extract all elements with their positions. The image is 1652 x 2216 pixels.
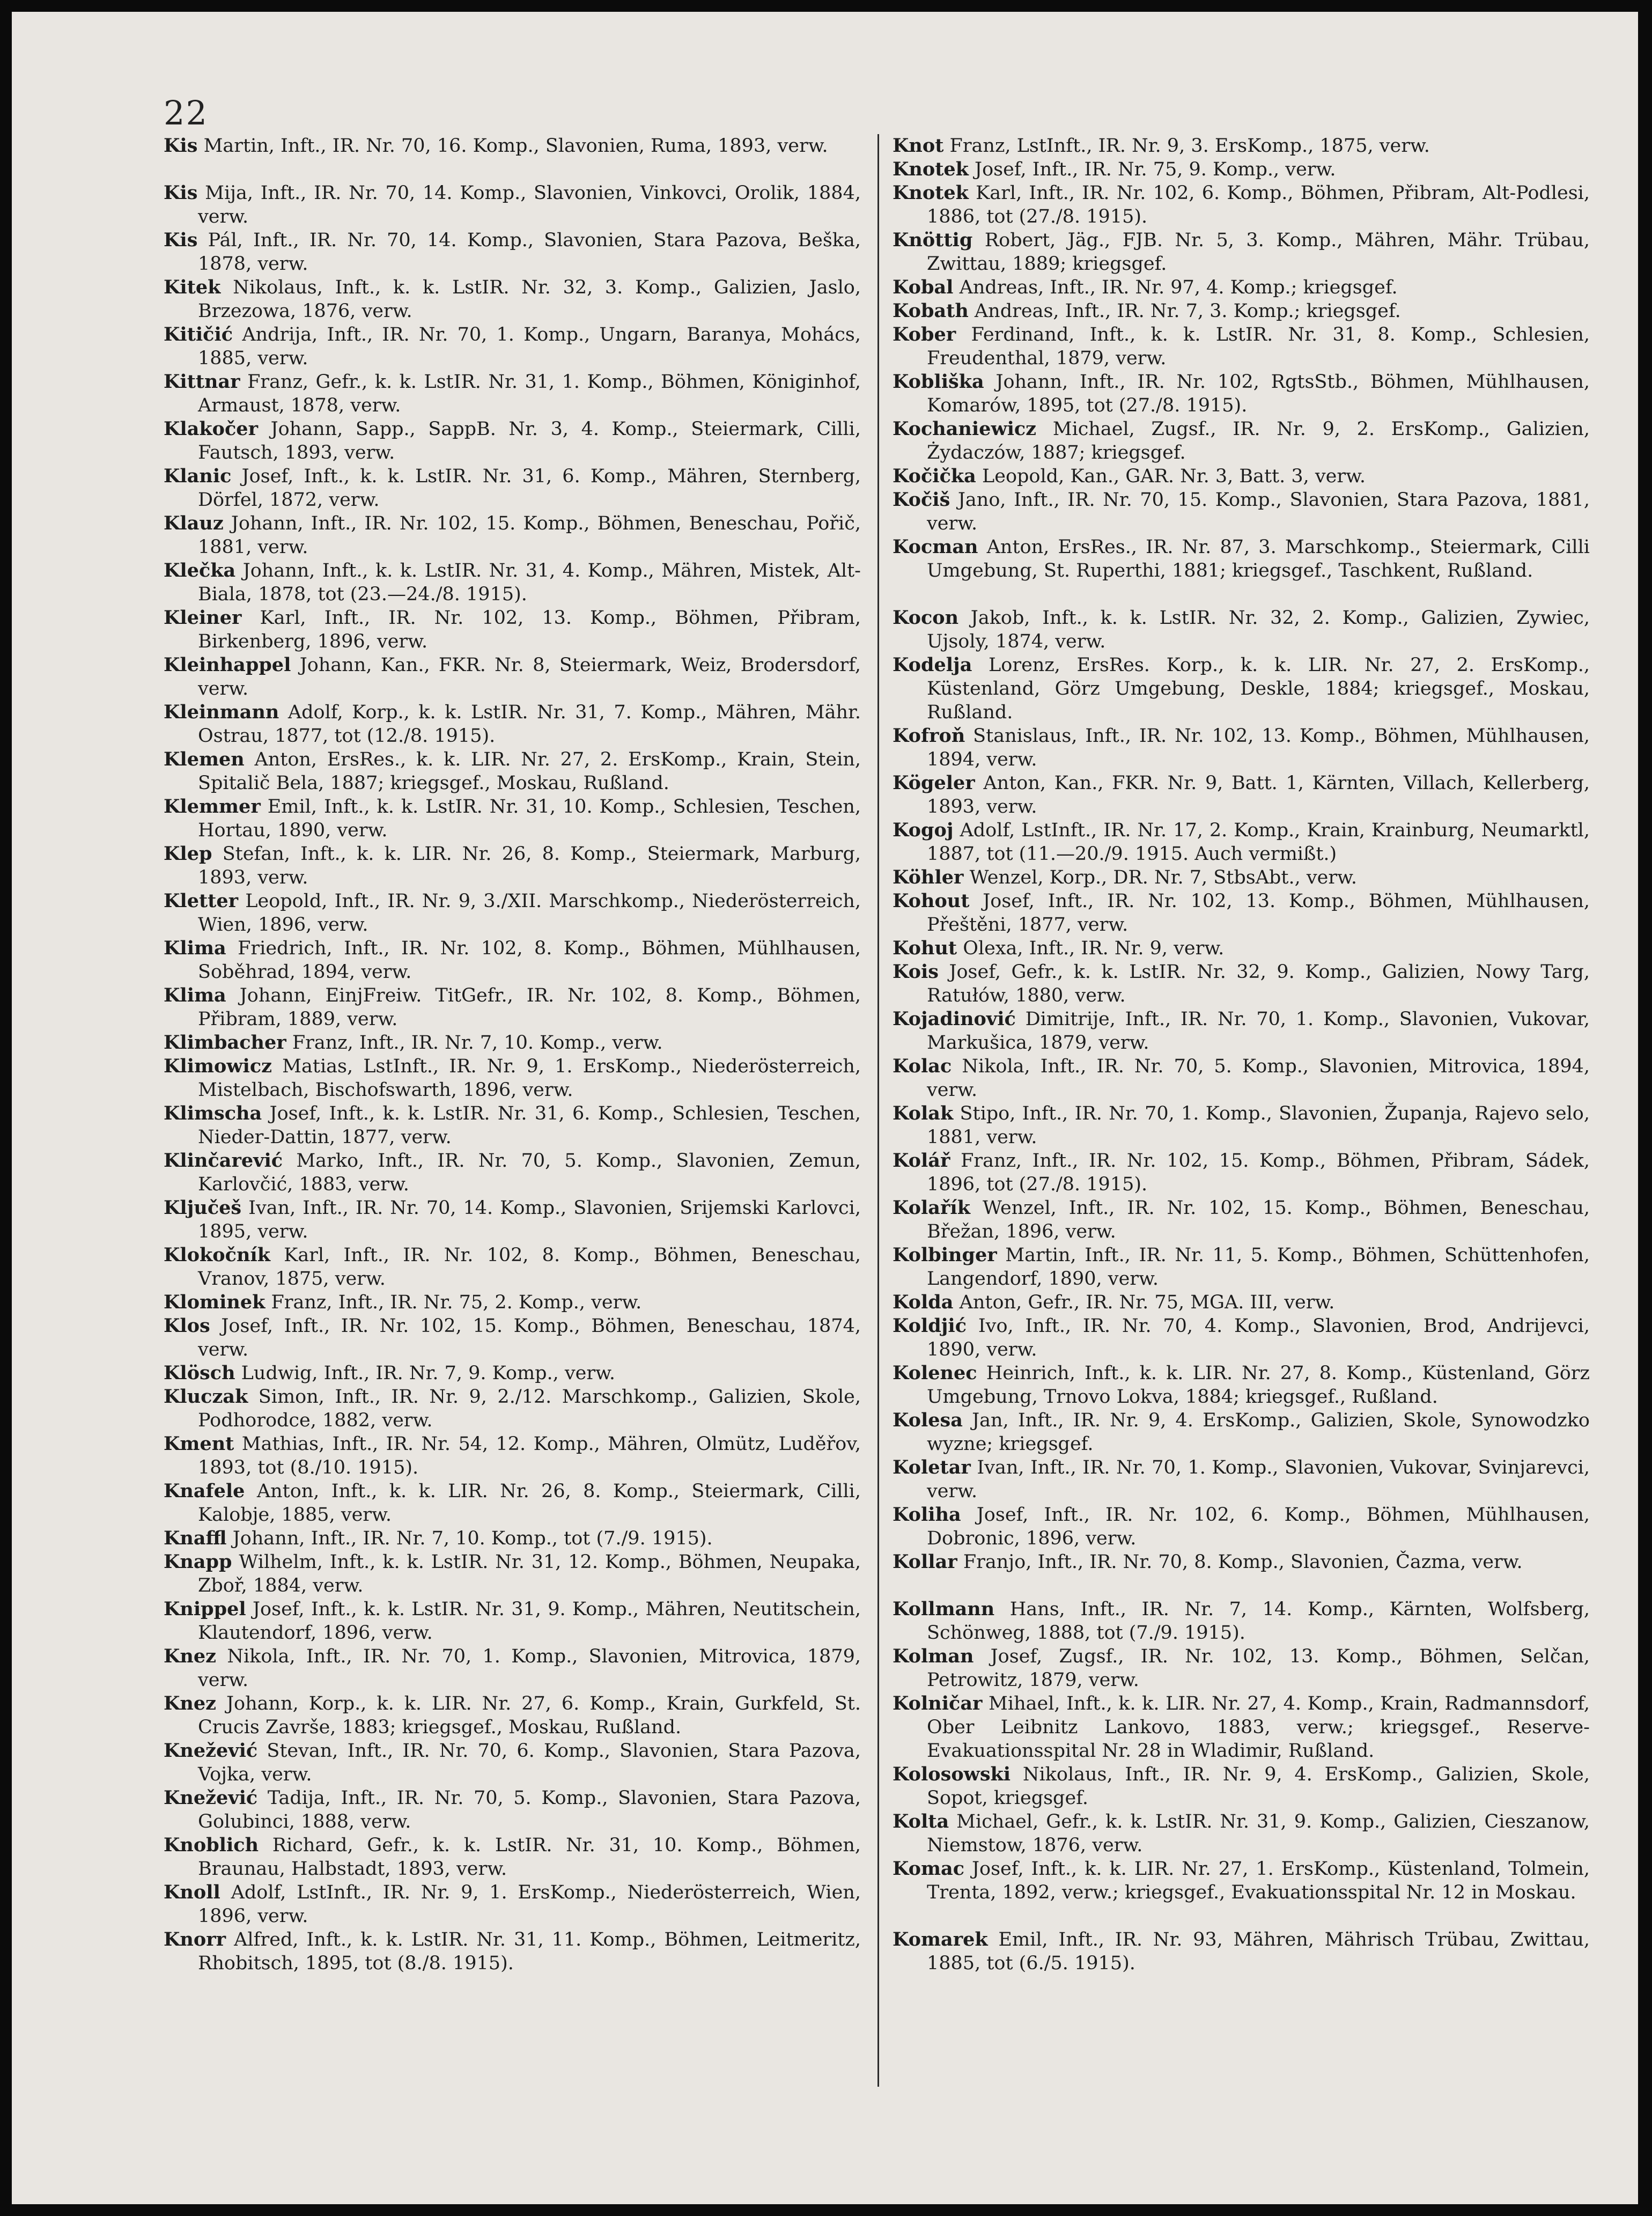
entry-surname: Kitičić bbox=[164, 323, 233, 345]
entry-details: Hans, Inft., IR. Nr. 7, 14. Komp., Kärnten, Wolfsberg, Schönweg, 1888, tot (7./9. 1915). bbox=[927, 1599, 1590, 1644]
list-item bbox=[893, 1597, 1590, 1645]
entry-details: Karl, Inft., IR. Nr. 102, 13. Komp., Böhmen, Přibram, Birkenberg, 1896, verw. bbox=[198, 607, 861, 652]
list-item bbox=[164, 417, 861, 465]
entry-surname: Klos bbox=[164, 1315, 210, 1337]
left-column bbox=[164, 134, 861, 1975]
entry-details: Simon, Inft., IR. Nr. 9, 2./12. Marschkomp., Galizien, Skole, Podhorodce, 1882, verw. bbox=[198, 1386, 861, 1431]
entry-details: Franz, Inft., IR. Nr. 102, 15. Komp., Böhmen, Přibram, Sádek, 1896, tot (27./8. 1915). bbox=[927, 1150, 1590, 1195]
list-item bbox=[893, 1550, 1590, 1597]
entry-details: Johann, Inft., IR. Nr. 102, 15. Komp., Böhmen, Beneschau, Pořič, 1881, verw. bbox=[198, 513, 861, 558]
entry-details: Anton, Gefr., IR. Nr. 75, MGA. III, verw. bbox=[959, 1292, 1335, 1313]
list-item bbox=[893, 488, 1590, 535]
list-item bbox=[164, 795, 861, 842]
entry-details: Lorenz, ErsRes. Korp., k. k. LIR. Nr. 27, 2. ErsKomp., Küstenland, Görz Umgebung, Deskle, 1884; kriegsgef., Moskau, Rußland. bbox=[927, 654, 1590, 723]
entry-details: Anton, ErsRes., IR. Nr. 87, 3. Marschkomp., Steiermark, Cilli Umgebung, St. Ruperthi, 1881; kriegsgef., Taschkent, Rußland. bbox=[927, 536, 1590, 581]
entry-details: Josef, Inft., IR. Nr. 102, 13. Komp., Böhmen, Mühlhausen, Přeštěni, 1877, verw. bbox=[927, 890, 1590, 936]
entry-surname: Kletter bbox=[164, 890, 239, 912]
entry-details: Pál, Inft., IR. Nr. 70, 14. Komp., Slavonien, Stara Pazova, Beška, 1878, verw. bbox=[198, 230, 861, 275]
entry-surname: Kitek bbox=[164, 276, 221, 298]
entry-surname: Koliha bbox=[893, 1504, 961, 1526]
entry-details: Nikolaus, Inft., IR. Nr. 9, 4. ErsKomp., Galizien, Skole, Sopot, kriegsgef. bbox=[927, 1764, 1590, 1809]
list-item bbox=[893, 1149, 1590, 1196]
entry-surname: Klima bbox=[164, 984, 226, 1006]
list-item bbox=[893, 370, 1590, 417]
entry-details: Karl, Inft., IR. Nr. 102, 6. Komp., Böhmen, Přibram, Alt-Podlesi, 1886, tot (27./8. 1915). bbox=[927, 182, 1590, 227]
list-item bbox=[893, 1055, 1590, 1102]
page-number: 22 bbox=[164, 93, 208, 132]
entry-surname: Ključeš bbox=[164, 1197, 242, 1219]
list-item bbox=[893, 1692, 1590, 1763]
entry-details: Jan, Inft., IR. Nr. 9, 4. ErsKomp., Galizien, Skole, Synowodzko wyzne; kriegsgef. bbox=[927, 1410, 1590, 1455]
list-item bbox=[893, 1196, 1590, 1243]
entry-surname: Klemmer bbox=[164, 796, 261, 818]
list-item bbox=[164, 1291, 861, 1314]
list-item bbox=[164, 1527, 861, 1550]
entry-surname: Kocon bbox=[893, 607, 959, 629]
entry-details: Josef, Zugsf., IR. Nr. 102, 13. Komp., Böhmen, Selčan, Petrowitz, 1879, verw. bbox=[927, 1646, 1590, 1691]
list-item bbox=[164, 181, 861, 229]
entry-surname: Klep bbox=[164, 843, 212, 865]
entry-surname: Kojadinović bbox=[893, 1008, 1016, 1030]
entry-surname: Klimscha bbox=[164, 1102, 262, 1124]
list-item bbox=[164, 229, 861, 276]
entry-surname: Knöttig bbox=[893, 229, 973, 251]
entry-details: Leopold, Inft., IR. Nr. 9, 3./XII. Marschkomp., Niederösterreich, Wien, 1896, verw. bbox=[198, 890, 861, 936]
entry-surname: Knapp bbox=[164, 1551, 232, 1573]
entry-surname: Klakočer bbox=[164, 418, 259, 440]
entry-surname: Knežević bbox=[164, 1740, 258, 1762]
entry-surname: Knotek bbox=[893, 182, 969, 204]
list-item bbox=[893, 1007, 1590, 1055]
list-item bbox=[164, 889, 861, 937]
entry-surname: Klominek bbox=[164, 1291, 266, 1313]
entry-surname: Kolář bbox=[893, 1150, 950, 1172]
entry-surname: Klauz bbox=[164, 512, 224, 534]
entry-surname: Kluczak bbox=[164, 1386, 248, 1408]
entry-surname: Kleinmann bbox=[164, 701, 279, 723]
list-item bbox=[893, 1645, 1590, 1692]
entry-details: Mija, Inft., IR. Nr. 70, 14. Komp., Slavonien, Vinkovci, Orolik, 1884, verw. bbox=[198, 182, 861, 227]
entry-details: Ivan, Inft., IR. Nr. 70, 14. Komp., Slavonien, Srijemski Karlovci, 1895, verw. bbox=[198, 1197, 861, 1242]
entry-surname: Kögeler bbox=[893, 772, 975, 794]
entry-details: Richard, Gefr., k. k. LstIR. Nr. 31, 10. Komp., Böhmen, Braunau, Halbstadt, 1893, verw. bbox=[198, 1835, 861, 1880]
list-item bbox=[893, 1361, 1590, 1409]
entry-details: Franjo, Inft., IR. Nr. 70, 8. Komp., Slavonien, Čazma, verw. bbox=[963, 1551, 1523, 1573]
entry-surname: Kolak bbox=[893, 1102, 954, 1124]
entry-details: Anton, Kan., FKR. Nr. 9, Batt. 1, Kärnten, Villach, Kellerberg, 1893, verw. bbox=[927, 772, 1590, 818]
entry-details: Johann, Inft., IR. Nr. 7, 10. Komp., tot (7./9. 1915). bbox=[232, 1528, 713, 1549]
entry-details: Josef, Inft., IR. Nr. 102, 6. Komp., Böhmen, Mühlhausen, Dobronic, 1896, verw. bbox=[927, 1504, 1590, 1549]
entry-surname: Knaffl bbox=[164, 1527, 227, 1549]
entry-surname: Kis bbox=[164, 229, 198, 251]
list-item bbox=[164, 559, 861, 606]
entry-details: Matias, LstInft., IR. Nr. 9, 1. ErsKomp., Niederösterreich, Mistelbach, Bischofswarth, 1896, verw. bbox=[198, 1056, 861, 1101]
list-item bbox=[164, 653, 861, 701]
entry-details: Michael, Zugsf., IR. Nr. 9, 2. ErsKomp., Galizien, Żydaczów, 1887; kriegsgef. bbox=[927, 418, 1590, 463]
list-item bbox=[164, 1149, 861, 1196]
entry-surname: Kolbinger bbox=[893, 1244, 997, 1266]
list-item bbox=[164, 984, 861, 1031]
entry-details: Johann, EinjFreiw. TitGefr., IR. Nr. 102, 8. Komp., Böhmen, Přibram, 1889, verw. bbox=[198, 985, 861, 1030]
list-item bbox=[164, 1881, 861, 1928]
entry-details: Jakob, Inft., k. k. LstIR. Nr. 32, 2. Komp., Galizien, Zywiec, Ujsoly, 1874, verw. bbox=[927, 607, 1590, 652]
entry-details: Friedrich, Inft., IR. Nr. 102, 8. Komp., Böhmen, Mühlhausen, Soběhrad, 1894, verw. bbox=[198, 938, 861, 983]
list-item bbox=[893, 653, 1590, 724]
entry-surname: Kolničar bbox=[893, 1692, 983, 1714]
entry-details: Nikola, Inft., IR. Nr. 70, 5. Komp., Slavonien, Mitrovica, 1894, verw. bbox=[927, 1056, 1590, 1101]
entry-surname: Köhler bbox=[893, 866, 964, 888]
entry-details: Adolf, LstInft., IR. Nr. 9, 1. ErsKomp., Niederösterreich, Wien, 1896, verw. bbox=[198, 1882, 861, 1927]
entry-details: Franz, Inft., IR. Nr. 75, 2. Komp., verw. bbox=[271, 1292, 642, 1313]
list-item bbox=[164, 512, 861, 559]
entry-details: Martin, Inft., IR. Nr. 11, 5. Komp., Böhmen, Schüttenhofen, Langendorf, 1890, verw. bbox=[927, 1245, 1590, 1290]
list-item bbox=[893, 1314, 1590, 1361]
entry-details: Robert, Jäg., FJB. Nr. 5, 3. Komp., Mähren, Mähr. Trübau, Zwittau, 1889; kriegsgef. bbox=[927, 230, 1590, 275]
list-item bbox=[164, 1739, 861, 1786]
list-item bbox=[893, 1857, 1590, 1928]
entry-surname: Knez bbox=[164, 1692, 217, 1714]
entry-details: Nikola, Inft., IR. Nr. 70, 1. Komp., Slavonien, Mitrovica, 1879, verw. bbox=[198, 1646, 861, 1691]
list-item bbox=[893, 606, 1590, 653]
list-item bbox=[164, 134, 861, 181]
entry-surname: Komac bbox=[893, 1858, 965, 1880]
entry-surname: Klinčarević bbox=[164, 1150, 283, 1172]
entry-surname: Klokočník bbox=[164, 1244, 270, 1266]
entry-details: Ferdinand, Inft., k. k. LstIR. Nr. 31, 8. Komp., Schlesien, Freudenthal, 1879, verw. bbox=[927, 324, 1590, 369]
entry-surname: Kohut bbox=[893, 937, 957, 959]
list-item bbox=[164, 937, 861, 984]
list-item bbox=[164, 1385, 861, 1432]
list-item bbox=[893, 1409, 1590, 1456]
entry-surname: Kocman bbox=[893, 536, 978, 558]
entry-surname: Kočiš bbox=[893, 489, 950, 511]
list-item bbox=[893, 1243, 1590, 1291]
entry-surname: Kis bbox=[164, 182, 198, 204]
entry-details: Andrija, Inft., IR. Nr. 70, 1. Komp., Ungarn, Baranya, Mohács, 1885, verw. bbox=[198, 324, 861, 369]
entry-details: Heinrich, Inft., k. k. LIR. Nr. 27, 8. Komp., Küstenland, Görz Umgebung, Trnovo Lokva, 1884; kriegsgef., Rußland. bbox=[927, 1363, 1590, 1408]
entry-surname: Kolařík bbox=[893, 1197, 970, 1219]
list-item bbox=[893, 960, 1590, 1007]
list-item bbox=[893, 724, 1590, 771]
entry-details: Josef, Inft., k. k. LstIR. Nr. 31, 9. Komp., Mähren, Neutitschein, Klautendorf, 1896, verw. bbox=[198, 1599, 861, 1644]
list-item bbox=[164, 606, 861, 653]
entry-details: Emil, Inft., k. k. LstIR. Nr. 31, 10. Komp., Schlesien, Teschen, Hortau, 1890, verw. bbox=[198, 796, 861, 841]
entry-surname: Kolman bbox=[893, 1645, 974, 1667]
entry-details: Franz, Gefr., k. k. LstIR. Nr. 31, 1. Komp., Böhmen, Königinhof, Armaust, 1878, verw. bbox=[198, 371, 861, 416]
entry-details: Ivo, Inft., IR. Nr. 70, 4. Komp., Slavonien, Brod, Andrijevci, 1890, verw. bbox=[927, 1315, 1590, 1360]
entry-surname: Knez bbox=[164, 1645, 217, 1667]
list-item bbox=[893, 299, 1590, 323]
entry-details: Franz, LstInft., IR. Nr. 9, 3. ErsKomp., 1875, verw. bbox=[949, 135, 1430, 157]
entry-details: Nikolaus, Inft., k. k. LstIR. Nr. 32, 3. Komp., Galizien, Jaslo, Brzezowa, 1876, verw. bbox=[198, 277, 861, 322]
list-item bbox=[164, 1692, 861, 1739]
entry-details: Olexa, Inft., IR. Nr. 9, verw. bbox=[963, 938, 1225, 959]
entry-surname: Klečka bbox=[164, 559, 236, 581]
entry-surname: Kolac bbox=[893, 1055, 952, 1077]
entry-details: Ivan, Inft., IR. Nr. 70, 1. Komp., Slavonien, Vukovar, Svinjarevci, verw. bbox=[927, 1457, 1590, 1502]
entry-surname: Knežević bbox=[164, 1787, 258, 1809]
entry-details: Wilhelm, Inft., k. k. LstIR. Nr. 31, 12. Komp., Böhmen, Neupaka, Zboř, 1884, verw. bbox=[198, 1551, 861, 1596]
entry-details: Johann, Sapp., SappB. Nr. 3, 4. Komp., Steiermark, Cilli, Fautsch, 1893, verw. bbox=[198, 418, 861, 463]
list-item bbox=[893, 323, 1590, 370]
entry-details: Emil, Inft., IR. Nr. 93, Mähren, Mährisch Trübau, Zwittau, 1885, tot (6./5. 1915). bbox=[927, 1929, 1590, 1974]
entry-details: Mathias, Inft., IR. Nr. 54, 12. Komp., Mähren, Olmütz, Luděřov, 1893, tot (8./10. 1915). bbox=[198, 1433, 861, 1478]
entry-surname: Kober bbox=[893, 323, 956, 345]
list-item bbox=[164, 1102, 861, 1149]
list-item bbox=[164, 1928, 861, 1975]
list-item bbox=[164, 842, 861, 889]
list-item bbox=[164, 1550, 861, 1597]
list-item bbox=[893, 1456, 1590, 1503]
entry-details: Adolf, Korp., k. k. LstIR. Nr. 31, 7. Komp., Mähren, Mähr. Ostrau, 1877, tot (12./8. 1915). bbox=[198, 702, 861, 747]
entry-surname: Klanic bbox=[164, 465, 232, 487]
entry-surname: Knotek bbox=[893, 158, 969, 180]
entry-surname: Kolenec bbox=[893, 1362, 977, 1384]
document-page bbox=[12, 12, 1638, 2204]
list-item bbox=[893, 771, 1590, 819]
entry-details: Johann, Korp., k. k. LIR. Nr. 27, 6. Komp., Krain, Gurkfeld, St. Crucis Završe, 1883; kriegsgef., Moskau, Rußland. bbox=[198, 1693, 861, 1738]
entry-surname: Kolda bbox=[893, 1291, 954, 1313]
list-item bbox=[164, 370, 861, 417]
list-item bbox=[164, 1031, 861, 1055]
list-item bbox=[164, 323, 861, 370]
entry-details: Andreas, Inft., IR. Nr. 97, 4. Komp.; kriegsgef. bbox=[959, 277, 1398, 298]
list-item bbox=[164, 1786, 861, 1834]
entry-details: Michael, Gefr., k. k. LstIR. Nr. 31, 9. Komp., Galizien, Cieszanow, Niemstow, 1876, verw. bbox=[927, 1811, 1590, 1856]
entry-surname: Kolta bbox=[893, 1810, 949, 1832]
entry-surname: Kollar bbox=[893, 1551, 957, 1573]
entry-surname: Kochaniewicz bbox=[893, 418, 1037, 440]
entry-surname: Klimbacher bbox=[164, 1032, 286, 1054]
entry-details: Johann, Inft., k. k. LstIR. Nr. 31, 4. Komp., Mähren, Mistek, Alt-Biala, 1878, tot (23.—24./8. 1915). bbox=[198, 560, 861, 605]
entry-details: Marko, Inft., IR. Nr. 70, 5. Komp., Slavonien, Zemun, Karlovčić, 1883, verw. bbox=[198, 1150, 861, 1195]
entry-surname: Klimowicz bbox=[164, 1055, 272, 1077]
entry-surname: Koletar bbox=[893, 1456, 971, 1478]
entry-details: Josef, Gefr., k. k. LstIR. Nr. 32, 9. Komp., Galizien, Nowy Targ, Ratułów, 1880, verw. bbox=[927, 961, 1590, 1006]
entry-details: Stevan, Inft., IR. Nr. 70, 6. Komp., Slavonien, Stara Pazova, Vojka, verw. bbox=[198, 1740, 861, 1785]
list-item bbox=[893, 134, 1590, 158]
entry-details: Adolf, LstInft., IR. Nr. 17, 2. Komp., Krain, Krainburg, Neumarktl, 1887, tot (11.—20./9. 1915. Auch vermißt.) bbox=[927, 820, 1590, 865]
entry-surname: Kment bbox=[164, 1433, 234, 1455]
entry-surname: Kohout bbox=[893, 890, 970, 912]
list-item bbox=[893, 866, 1590, 889]
list-item bbox=[893, 819, 1590, 866]
entry-surname: Klima bbox=[164, 937, 226, 959]
entry-surname: Kolesa bbox=[893, 1409, 963, 1431]
list-item bbox=[164, 1361, 861, 1385]
entry-details: Josef, Inft., IR. Nr. 102, 15. Komp., Böhmen, Beneschau, 1874, verw. bbox=[198, 1315, 861, 1360]
list-item bbox=[164, 276, 861, 323]
list-item bbox=[164, 1196, 861, 1243]
entry-surname: Kobath bbox=[893, 300, 969, 322]
list-item bbox=[893, 158, 1590, 181]
entry-details: Leopold, Kan., GAR. Nr. 3, Batt. 3, verw. bbox=[982, 466, 1366, 487]
entry-details: Stanislaus, Inft., IR. Nr. 102, 13. Komp., Böhmen, Mühlhausen, 1894, verw. bbox=[927, 725, 1590, 770]
list-item bbox=[164, 1243, 861, 1291]
entry-details: Josef, Inft., k. k. LstIR. Nr. 31, 6. Komp., Schlesien, Teschen, Nieder-Dattin, 1877, verw. bbox=[198, 1103, 861, 1148]
column-divider bbox=[877, 134, 879, 2087]
entry-surname: Kois bbox=[893, 961, 939, 983]
entry-details: Johann, Kan., FKR. Nr. 8, Steiermark, Weiz, Brodersdorf, verw. bbox=[198, 654, 861, 700]
entry-details: Anton, ErsRes., k. k. LIR. Nr. 27, 2. ErsKomp., Krain, Stein, Spitalič Bela, 1887; kriegsgef., Moskau, Rußland. bbox=[198, 749, 861, 794]
entry-details: Josef, Inft., IR. Nr. 75, 9. Komp., verw. bbox=[975, 159, 1336, 180]
list-item bbox=[893, 276, 1590, 299]
list-item bbox=[893, 1928, 1590, 1975]
list-item bbox=[164, 1314, 861, 1361]
list-item bbox=[893, 1291, 1590, 1314]
list-item bbox=[893, 535, 1590, 606]
list-item bbox=[164, 748, 861, 795]
entry-details: Martin, Inft., IR. Nr. 70, 16. Komp., Slavonien, Ruma, 1893, verw. bbox=[203, 135, 828, 157]
entry-surname: Kočička bbox=[893, 465, 976, 487]
list-item bbox=[893, 1503, 1590, 1550]
entry-surname: Knot bbox=[893, 135, 944, 157]
entry-details: Wenzel, Korp., DR. Nr. 7, StbsAbt., verw. bbox=[969, 867, 1357, 888]
entry-surname: Kittnar bbox=[164, 371, 240, 393]
list-item bbox=[164, 1055, 861, 1102]
entry-details: Stipo, Inft., IR. Nr. 70, 1. Komp., Slavonien, Županja, Rajevo selo, 1881, verw. bbox=[927, 1103, 1590, 1148]
entry-details: Johann, Inft., IR. Nr. 102, RgtsStb., Böhmen, Mühlhausen, Komarów, 1895, tot (27./8. 1915). bbox=[927, 371, 1590, 416]
entry-details: Dimitrije, Inft., IR. Nr. 70, 1. Komp., Slavonien, Vukovar, Markušica, 1879, verw. bbox=[927, 1008, 1590, 1054]
entry-details: Franz, Inft., IR. Nr. 7, 10. Komp., verw. bbox=[292, 1032, 663, 1054]
entry-surname: Klemen bbox=[164, 748, 245, 770]
list-item bbox=[893, 181, 1590, 229]
entry-surname: Koldjić bbox=[893, 1315, 967, 1337]
list-item bbox=[164, 1834, 861, 1881]
entry-details: Wenzel, Inft., IR. Nr. 102, 15. Komp., Böhmen, Beneschau, Břežan, 1896, verw. bbox=[927, 1197, 1590, 1242]
entry-surname: Knippel bbox=[164, 1598, 246, 1620]
entry-details: Mihael, Inft., k. k. LIR. Nr. 27, 4. Komp., Krain, Radmannsdorf, Ober Leibnitz Lankovo, 1883, verw.; kriegsgef., Reserve-Evakuationsspital Nr. 28 in Wladimir, Rußland. bbox=[927, 1693, 1590, 1762]
entry-details: Stefan, Inft., k. k. LIR. Nr. 26, 8. Komp., Steiermark, Marburg, 1893, verw. bbox=[198, 843, 861, 888]
entry-surname: Kollmann bbox=[893, 1598, 995, 1620]
entry-details: Karl, Inft., IR. Nr. 102, 8. Komp., Böhmen, Beneschau, Vranov, 1875, verw. bbox=[198, 1245, 861, 1290]
list-item bbox=[893, 1810, 1590, 1857]
list-item bbox=[893, 937, 1590, 960]
entry-surname: Kis bbox=[164, 135, 198, 157]
list-item bbox=[164, 1597, 861, 1645]
entry-surname: Kolosowski bbox=[893, 1763, 1011, 1785]
entry-surname: Kobliška bbox=[893, 371, 984, 393]
right-column bbox=[893, 134, 1590, 1975]
entry-surname: Knorr bbox=[164, 1928, 226, 1950]
list-item bbox=[164, 465, 861, 512]
entry-details: Alfred, Inft., k. k. LstIR. Nr. 31, 11. Komp., Böhmen, Leitmeritz, Rhobitsch, 1895, tot (8./8. 1915). bbox=[198, 1929, 861, 1974]
entry-details: Ludwig, Inft., IR. Nr. 7, 9. Komp., verw. bbox=[241, 1363, 616, 1384]
list-item bbox=[893, 1102, 1590, 1149]
entry-details: Andreas, Inft., IR. Nr. 7, 3. Komp.; kriegsgef. bbox=[974, 300, 1401, 322]
entry-surname: Klösch bbox=[164, 1362, 235, 1384]
list-item bbox=[893, 417, 1590, 465]
list-item bbox=[893, 229, 1590, 276]
entry-surname: Knafele bbox=[164, 1480, 245, 1502]
list-item bbox=[164, 701, 861, 748]
entry-details: Anton, Inft., k. k. LIR. Nr. 26, 8. Komp., Steiermark, Cilli, Kalobje, 1885, verw. bbox=[198, 1481, 861, 1526]
list-item bbox=[893, 1763, 1590, 1810]
list-item bbox=[893, 465, 1590, 488]
entry-surname: Komarek bbox=[893, 1928, 988, 1950]
entry-surname: Kogoj bbox=[893, 819, 954, 841]
entry-surname: Kleiner bbox=[164, 607, 242, 629]
entry-details: Josef, Inft., k. k. LstIR. Nr. 31, 6. Komp., Mähren, Sternberg, Dörfel, 1872, verw. bbox=[198, 466, 861, 511]
entry-surname: Kofroň bbox=[893, 725, 965, 747]
entry-details: Tadija, Inft., IR. Nr. 70, 5. Komp., Slavonien, Stara Pazova, Golubinci, 1888, verw. bbox=[198, 1787, 861, 1832]
list-item bbox=[893, 889, 1590, 937]
entry-surname: Kodelja bbox=[893, 654, 972, 676]
entry-details: Jano, Inft., IR. Nr. 70, 15. Komp., Slavonien, Stara Pazova, 1881, verw. bbox=[927, 489, 1590, 534]
list-item bbox=[164, 1479, 861, 1527]
list-item bbox=[164, 1432, 861, 1479]
list-item bbox=[164, 1645, 861, 1692]
entry-surname: Knoblich bbox=[164, 1834, 259, 1856]
entry-surname: Knoll bbox=[164, 1881, 220, 1903]
entry-surname: Kleinhappel bbox=[164, 654, 291, 676]
entry-details: Josef, Inft., k. k. LIR. Nr. 27, 1. ErsKomp., Küstenland, Tolmein, Trenta, 1892, verw.; kriegsgef., Evakuationsspital Nr. 12 in Moskau. bbox=[927, 1858, 1590, 1903]
entry-surname: Kobal bbox=[893, 276, 954, 298]
